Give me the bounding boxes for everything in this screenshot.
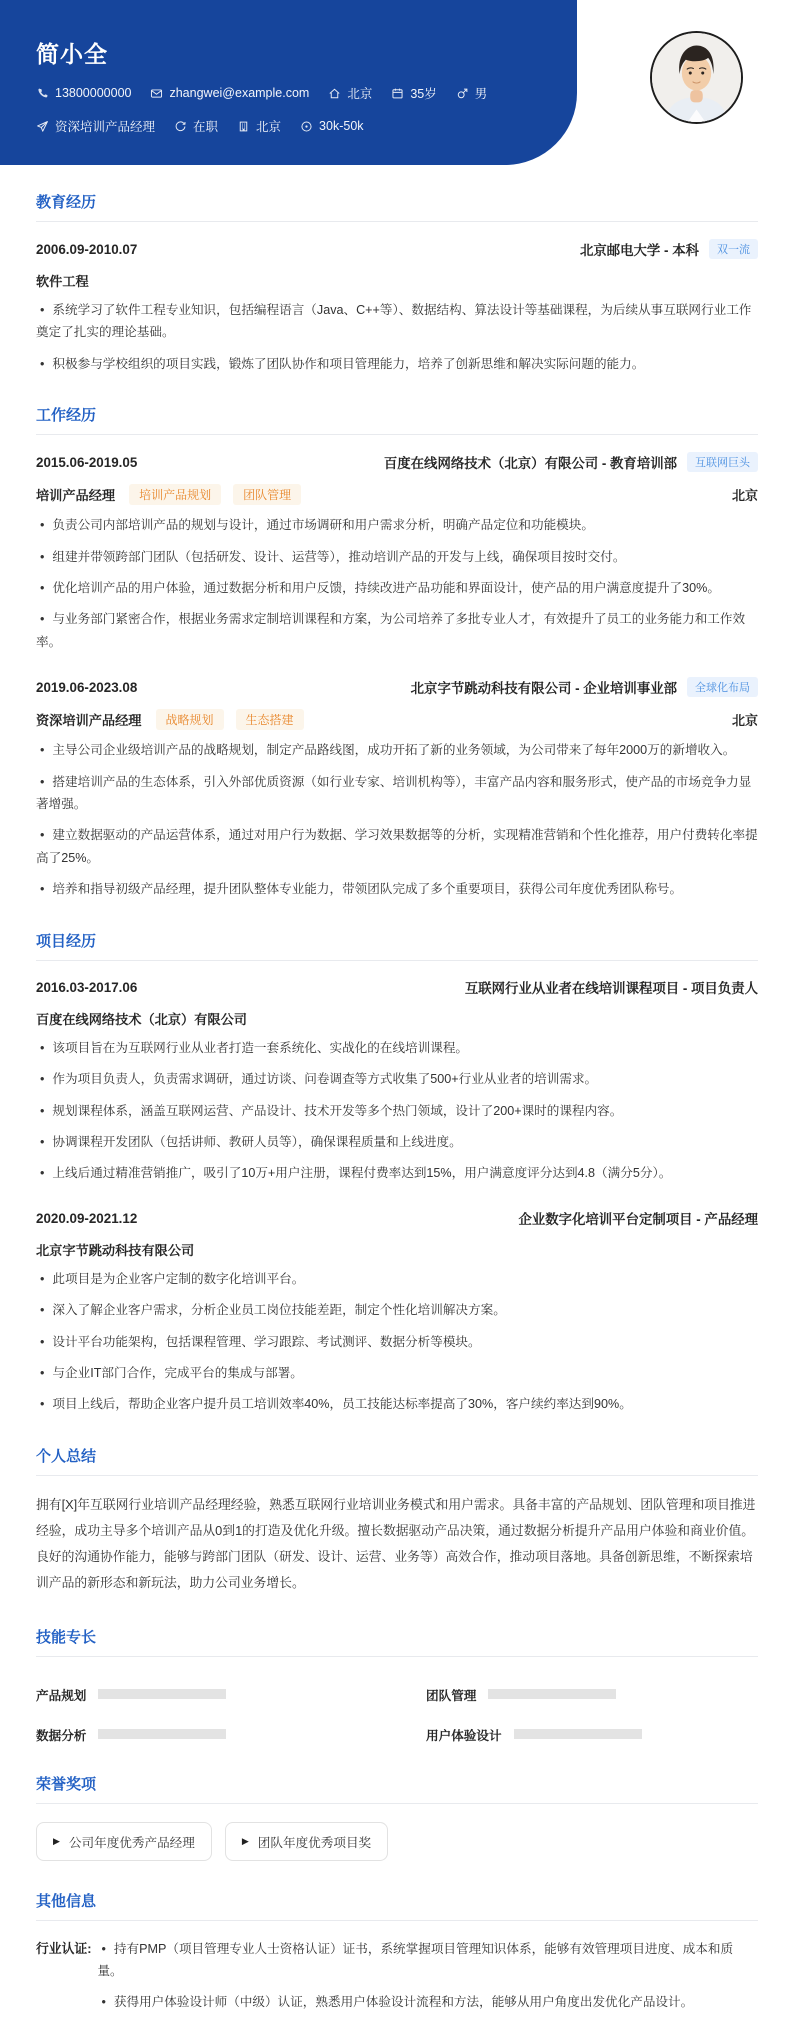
skill-label: 数据分析	[36, 1728, 87, 1743]
contact-email	[150, 86, 309, 100]
list-item: • 获得用户体验设计师（中级）认证，熟悉用户体验设计流程和方法，能够从用户角度出发优化产品设计。	[101, 1995, 694, 2010]
work-company: 北京字节跳动科技有限公司 - 企业培训事业部	[410, 680, 677, 696]
skill-bar	[514, 1729, 642, 1739]
contact-city-text: 北京	[256, 120, 282, 134]
mail-icon	[150, 87, 163, 100]
salary-icon	[300, 120, 313, 133]
list-item: • 此项目是为企业客户定制的数字化培训平台。	[40, 1271, 305, 1286]
work-company-badge: 互联网巨头	[687, 452, 758, 472]
position-icon	[36, 120, 49, 133]
project-title: 互联网行业从业者在线培训课程项目 - 项目负责人	[464, 980, 758, 996]
skill-row	[36, 1685, 368, 1704]
project-entry-1	[36, 978, 758, 1185]
contact-city	[237, 117, 281, 135]
work-role: 资深培训产品经理	[36, 713, 142, 729]
list-item: • 规划课程体系，涵盖互联网运营、产品设计、技术开发等多个热门领域，设计了200+课时的课程内容。	[40, 1103, 623, 1118]
list-item: • 与业务部门紧密合作，根据业务需求定制培训课程和方案，为公司培养了多批专业人才，有效提升了员工的业务能力和工作效率。	[36, 612, 746, 649]
honor-label: 团队年度优秀项目奖	[257, 1835, 372, 1850]
list-item: • 作为项目负责人，负责需求调研，通过访谈、问卷调查等方式收集了500+行业从业者的培训需求。	[40, 1072, 598, 1087]
contact-status	[174, 117, 218, 135]
work-location: 北京	[731, 713, 758, 729]
project-period: 2016.03-2017.06	[36, 979, 138, 995]
project-title: 企业数字化培训平台定制项目 - 产品经理	[518, 1211, 758, 1227]
work-tag: 培训产品规划	[129, 484, 221, 505]
skill-bar	[488, 1689, 616, 1699]
list-item: • 系统学习了软件工程专业知识，包括编程语言（Java、C++等）、数据结构、算法设计等基础课程，为后续从事互联网行业工作奠定了扎实的理论基础。	[36, 303, 752, 340]
city-icon	[237, 120, 250, 133]
section-honors	[36, 1773, 758, 1861]
skill-row	[36, 1725, 368, 1744]
resume-header	[0, 0, 794, 165]
work-period: 2019.06-2023.08	[36, 679, 138, 695]
section-other	[36, 1890, 758, 2014]
list-item: • 负责公司内部培训产品的规划与设计，通过市场调研和用户需求分析，明确产品定位和功能模块。	[40, 518, 594, 533]
section-title-education: 教育经历	[36, 191, 758, 222]
contact-phone-text: 13800000000	[55, 86, 132, 100]
section-projects	[36, 930, 758, 1416]
work-entry-2	[36, 677, 758, 900]
project-company: 北京字节跳动科技有限公司	[36, 1242, 195, 1258]
list-item: • 设计平台功能架构，包括课程管理、学习跟踪、考试测评、数据分析等模块。	[40, 1334, 481, 1349]
skill-bar	[98, 1689, 226, 1699]
skill-row	[426, 1685, 758, 1704]
list-item: • 培养和指导初级产品经理，提升团队整体专业能力，带领团队完成了多个重要项目，获得公司年度优秀团队称号。	[40, 882, 683, 897]
person-name: 简小全	[36, 41, 108, 67]
play-icon: ▶	[241, 1835, 249, 1846]
work-entry-1	[36, 452, 758, 653]
work-period: 2015.06-2019.05	[36, 454, 138, 470]
skill-label: 用户体验设计	[426, 1728, 502, 1743]
list-item: • 主导公司企业级培训产品的战略规划，制定产品路线图，成功开拓了新的业务领域，为公司带来了每年2000万的新增收入。	[40, 743, 736, 758]
certification-row	[36, 1938, 758, 2014]
skill-label: 产品规划	[36, 1688, 87, 1703]
skill-row	[426, 1725, 758, 1744]
education-major: 软件工程	[36, 274, 89, 289]
contact-gender-text: 男	[474, 87, 488, 101]
work-bullet-list	[36, 739, 758, 900]
contact-location-text: 北京	[347, 87, 373, 101]
list-item: • 该项目旨在为互联网行业从业者打造一套系统化、实战化的在线培训课程。	[40, 1040, 469, 1055]
list-item: • 持有PMP（项目管理专业人士资格认证）证书，系统掌握项目管理知识体系，能够有效管理项目进度、成本和质量。	[97, 1941, 734, 1979]
section-title-projects: 项目经历	[36, 930, 758, 961]
contact-location	[328, 84, 372, 102]
work-tag: 战略规划	[156, 709, 224, 730]
education-school: 北京邮电大学 - 本科	[579, 242, 699, 258]
profile-photo-illustration	[652, 33, 741, 122]
section-skills	[36, 1626, 758, 1744]
list-item: • 上线后通过精准营销推广，吸引了10万+用户注册，课程付费率达到15%，用户满意度评分达到4.8（满分5分）。	[40, 1166, 672, 1181]
education-badge: 双一流	[709, 239, 758, 259]
status-icon	[174, 120, 187, 133]
contact-gender	[456, 84, 488, 102]
project-bullet-list	[36, 1268, 758, 1416]
section-title-honors: 荣誉奖项	[36, 1773, 758, 1804]
home-icon	[328, 87, 341, 100]
project-entry-2	[36, 1209, 758, 1416]
list-item: • 深入了解企业客户需求，分析企业员工岗位技能差距，制定个性化培训解决方案。	[40, 1303, 506, 1318]
contact-position-text: 资深培训产品经理	[55, 120, 156, 134]
education-entry	[36, 239, 758, 375]
work-role: 培训产品经理	[36, 488, 116, 504]
work-company: 百度在线网络技术（北京）有限公司 - 教育培训部	[383, 455, 677, 471]
contact-salary-text: 30k-50k	[319, 119, 364, 133]
play-icon: ▶	[53, 1835, 60, 1846]
skill-bar	[98, 1729, 226, 1739]
project-bullet-list	[36, 1037, 758, 1185]
skills-grid	[36, 1664, 758, 1744]
profile-photo	[650, 31, 743, 124]
list-item: • 优化培训产品的用户体验，通过数据分析和用户反馈，持续改进产品功能和界面设计，使产品的用户满意度提升了30%。	[40, 581, 720, 596]
contact-salary	[300, 119, 363, 133]
summary-text: 拥有[X]年互联网行业培训产品经理经验，熟悉互联网行业培训业务模式和用户需求。具备丰富的产品规划、团队管理和项目推进经验，成功主导多个培训产品从0到1的打造及优化升级。擅长数据驱动产品决策，通过数据分析提升产品用户体验和商业价值。良好的沟通协作能力，能够与跨部门团队（研发、设计、运营、业务等）高效合作，推动项目落地。具备创新思维，不断探索培训产品的新形态和新玩法，助力公司业务增长。	[36, 1496, 756, 1591]
phone-icon	[36, 87, 49, 100]
section-title-other: 其他信息	[36, 1890, 758, 1921]
contact-status-text: 在职	[193, 120, 219, 134]
section-title-summary: 个人总结	[36, 1445, 758, 1476]
list-item: • 项目上线后，帮助企业客户提升员工培训效率40%，员工技能达标率提高了30%，客户续约率达到90%。	[40, 1397, 632, 1412]
list-item: • 积极参与学校组织的项目实践，锻炼了团队协作和项目管理能力，培养了创新思维和解决实际问题的能力。	[40, 356, 645, 371]
project-period: 2020.09-2021.12	[36, 1210, 138, 1226]
work-location: 北京	[731, 488, 758, 504]
certification-list	[97, 1938, 758, 2014]
section-education	[36, 191, 758, 375]
contact-position	[36, 117, 155, 135]
list-item: • 搭建培训产品的生态体系，引入外部优质资源（如行业专家、培训机构等），丰富产品内容和服务形式，使产品的市场竞争力显著增强。	[36, 774, 752, 812]
project-company: 百度在线网络技术（北京）有限公司	[36, 1011, 247, 1027]
age-icon	[391, 87, 404, 100]
contact-email-text: zhangwei@example.com	[169, 86, 310, 100]
list-item: • 建立数据驱动的产品运营体系，通过对用户行为数据、学习效果数据等的分析，实现精准营销和个性化推荐，用户付费转化率提高了25%。	[36, 828, 758, 865]
section-title-work: 工作经历	[36, 404, 758, 435]
honor-chip	[36, 1822, 212, 1861]
section-work	[36, 404, 758, 900]
contact-phone	[36, 86, 131, 100]
honor-chip	[225, 1822, 388, 1861]
education-bullet-list	[36, 299, 758, 375]
work-bullet-list	[36, 514, 758, 653]
certification-label: 行业认证:	[36, 1940, 92, 1956]
gender-icon	[456, 87, 469, 100]
education-period: 2006.09-2010.07	[36, 241, 138, 257]
contact-age-text: 35岁	[410, 87, 437, 101]
work-tag: 生态搭建	[236, 709, 304, 730]
work-company-badge: 全球化布局	[687, 677, 758, 697]
list-item: • 组建并带领跨部门团队（包括研发、设计、运营等），推动培训产品的开发与上线，确保项目按时交付。	[40, 549, 626, 564]
skill-label: 团队管理	[426, 1688, 477, 1703]
contact-age	[391, 84, 436, 102]
honor-label: 公司年度优秀产品经理	[68, 1835, 195, 1850]
work-tag: 团队管理	[233, 484, 301, 505]
section-summary	[36, 1445, 758, 1597]
honor-list	[36, 1822, 758, 1861]
list-item: • 与企业IT部门合作，完成平台的集成与部署。	[40, 1365, 303, 1380]
section-title-skills: 技能专长	[36, 1626, 758, 1657]
list-item: • 协调课程开发团队（包括讲师、教研人员等），确保课程质量和上线进度。	[40, 1134, 462, 1149]
